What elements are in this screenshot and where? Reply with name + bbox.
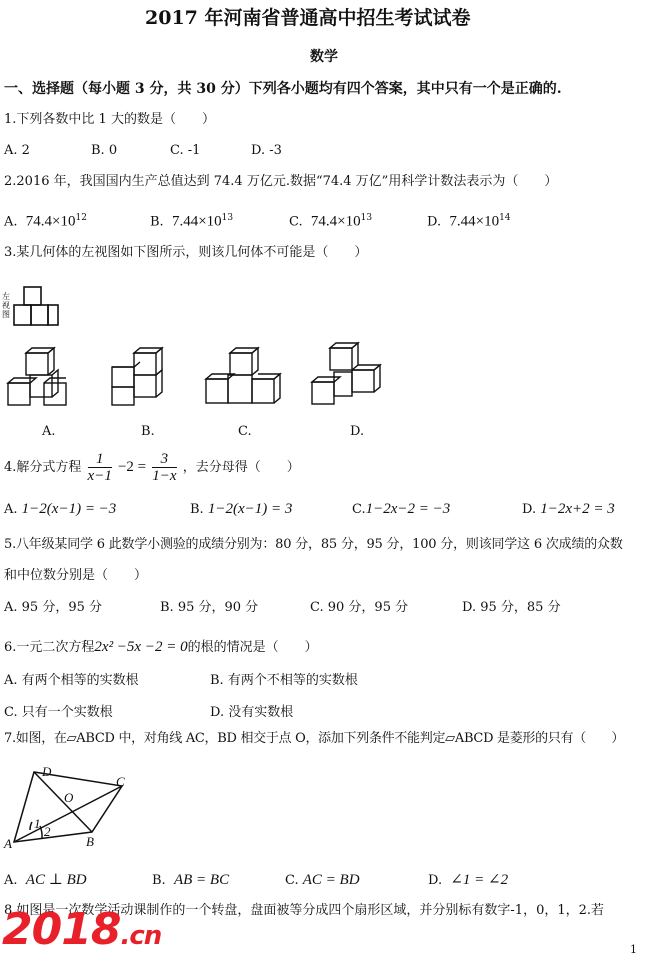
question-2-stem: 2.2016 年，我国国内生产总值达到 74.4 万亿元.数据“74.4 万亿”用科学计数法表示为（ ） bbox=[4, 174, 558, 189]
question-5-option-b: B. 95 分，90 分 bbox=[160, 600, 259, 615]
label-a: A bbox=[4, 836, 12, 851]
left-view-figure bbox=[10, 285, 62, 329]
watermark-big: 2018 bbox=[2, 904, 121, 955]
label-angle-2: 2 bbox=[44, 824, 51, 839]
solid-figure-d bbox=[310, 340, 382, 410]
solid-figure-a bbox=[6, 345, 70, 409]
label-o: O bbox=[64, 790, 74, 805]
section-heading: 一、选择题（每小题 3 分，共 30 分）下列各小题均有四个答案，其中只有一个是正确的. bbox=[4, 81, 562, 97]
question-4-option-c: C.1−2x−2 = −3 bbox=[352, 501, 451, 517]
question-3-option-d: D. bbox=[350, 424, 365, 439]
question-7-option-d: D. ∠1 = ∠2 bbox=[428, 872, 509, 888]
question-3-option-c: C. bbox=[238, 424, 252, 439]
question-1-option-d: D. -3 bbox=[251, 143, 282, 158]
question-4-stem: 4.解分式方程 $\frac{1}{x-1}$ −2 = $\frac{3}{1-x}$ ，去分母得（ ） bbox=[4, 451, 300, 484]
question-1-stem: 1.下列各数中比 1 大的数是（ ） bbox=[4, 112, 215, 127]
question-5-stem-line-2: 和中位数分别是（ ） bbox=[4, 568, 148, 583]
question-2-option-c: C. $74.4\times 10^{13}$ bbox=[289, 213, 373, 230]
question-5-option-c: C. 90 分，95 分 bbox=[310, 600, 409, 615]
question-6-option-a: A. 有两个相等的实数根 bbox=[4, 673, 139, 688]
question-6-option-c: C. 只有一个实数根 bbox=[4, 705, 113, 720]
solid-figure-c bbox=[202, 345, 282, 409]
question-7-stem: 7.如图，在▱ABCD 中，对角线 AC，BD 相交于点 O，添加下列条件不能判定▱ABCD 是菱形的只有（ ） bbox=[4, 731, 625, 746]
question-1-option-a: A. 2 bbox=[4, 143, 30, 158]
question-6-stem: 6.一元二次方程2x² −5x −2 = 0的根的情况是（ ） bbox=[4, 639, 318, 655]
fraction-2: $\frac{3}{1-x}$ bbox=[152, 451, 177, 484]
question-7-option-c: C. AC = BD bbox=[285, 872, 360, 888]
question-5-stem-line-1: 5.八年级某同学 6 此数学小测验的成绩分别为：80 分，85 分，95 分，100 分，则该同学这 6 次成绩的众数 bbox=[4, 537, 623, 552]
question-2-option-b: B. $7.44\times 10^{13}$ bbox=[150, 213, 234, 230]
question-7-option-a: A. AC ⊥ BD bbox=[4, 872, 87, 888]
question-5-option-d: D. 95 分，85 分 bbox=[462, 600, 561, 615]
label-b: B bbox=[86, 834, 94, 849]
fraction-1: $\frac{1}{x-1}$ bbox=[87, 451, 112, 484]
question-2-option-d: D. $7.44\times 10^{14}$ bbox=[427, 213, 511, 230]
question-5-option-a: A. 95 分，95 分 bbox=[4, 600, 103, 615]
question-4-option-d: D. 1−2x+2 = 3 bbox=[522, 501, 615, 517]
page-title: 2017 年河南省普通高中招生考试试卷 bbox=[145, 7, 471, 29]
label-d: D bbox=[42, 764, 52, 779]
question-6-option-b: B. 有两个不相等的实数根 bbox=[210, 673, 358, 688]
left-view-label: 左视图 bbox=[2, 292, 10, 319]
solid-figure-b bbox=[108, 345, 172, 409]
question-4-option-a: A. 1−2(x−1) = −3 bbox=[4, 501, 117, 517]
question-8-stem: 8.如图是一次数学活动课制作的一个转盘，盘面被等分成四个扇形区域，并分别标有数字-1，0，1，2.若 bbox=[4, 903, 605, 918]
page-number: 1 bbox=[630, 943, 637, 956]
label-angle-1: 1 bbox=[34, 816, 41, 831]
question-1-option-b: B. 0 bbox=[91, 143, 118, 158]
watermark-logo bbox=[2, 905, 161, 961]
question-6-option-d: D. 没有实数根 bbox=[210, 705, 294, 720]
question-2-option-a: A. $74.4\times 10^{12}$ bbox=[4, 213, 87, 230]
question-3-stem: 3.某几何体的左视图如下图所示，则该几何体不可能是（ ） bbox=[4, 245, 368, 260]
question-3-option-b: B. bbox=[141, 424, 155, 439]
question-3-option-a: A. bbox=[42, 424, 56, 439]
subject-title: 数学 bbox=[310, 49, 338, 65]
question-4-option-b: B. 1−2(x−1) = 3 bbox=[190, 501, 293, 517]
question-1-option-c: C. -1 bbox=[170, 143, 201, 158]
watermark-small: .cn bbox=[120, 921, 162, 951]
question-7-option-b: B. AB = BC bbox=[152, 872, 230, 888]
parallelogram-figure bbox=[2, 760, 134, 860]
label-c: C bbox=[116, 774, 125, 789]
